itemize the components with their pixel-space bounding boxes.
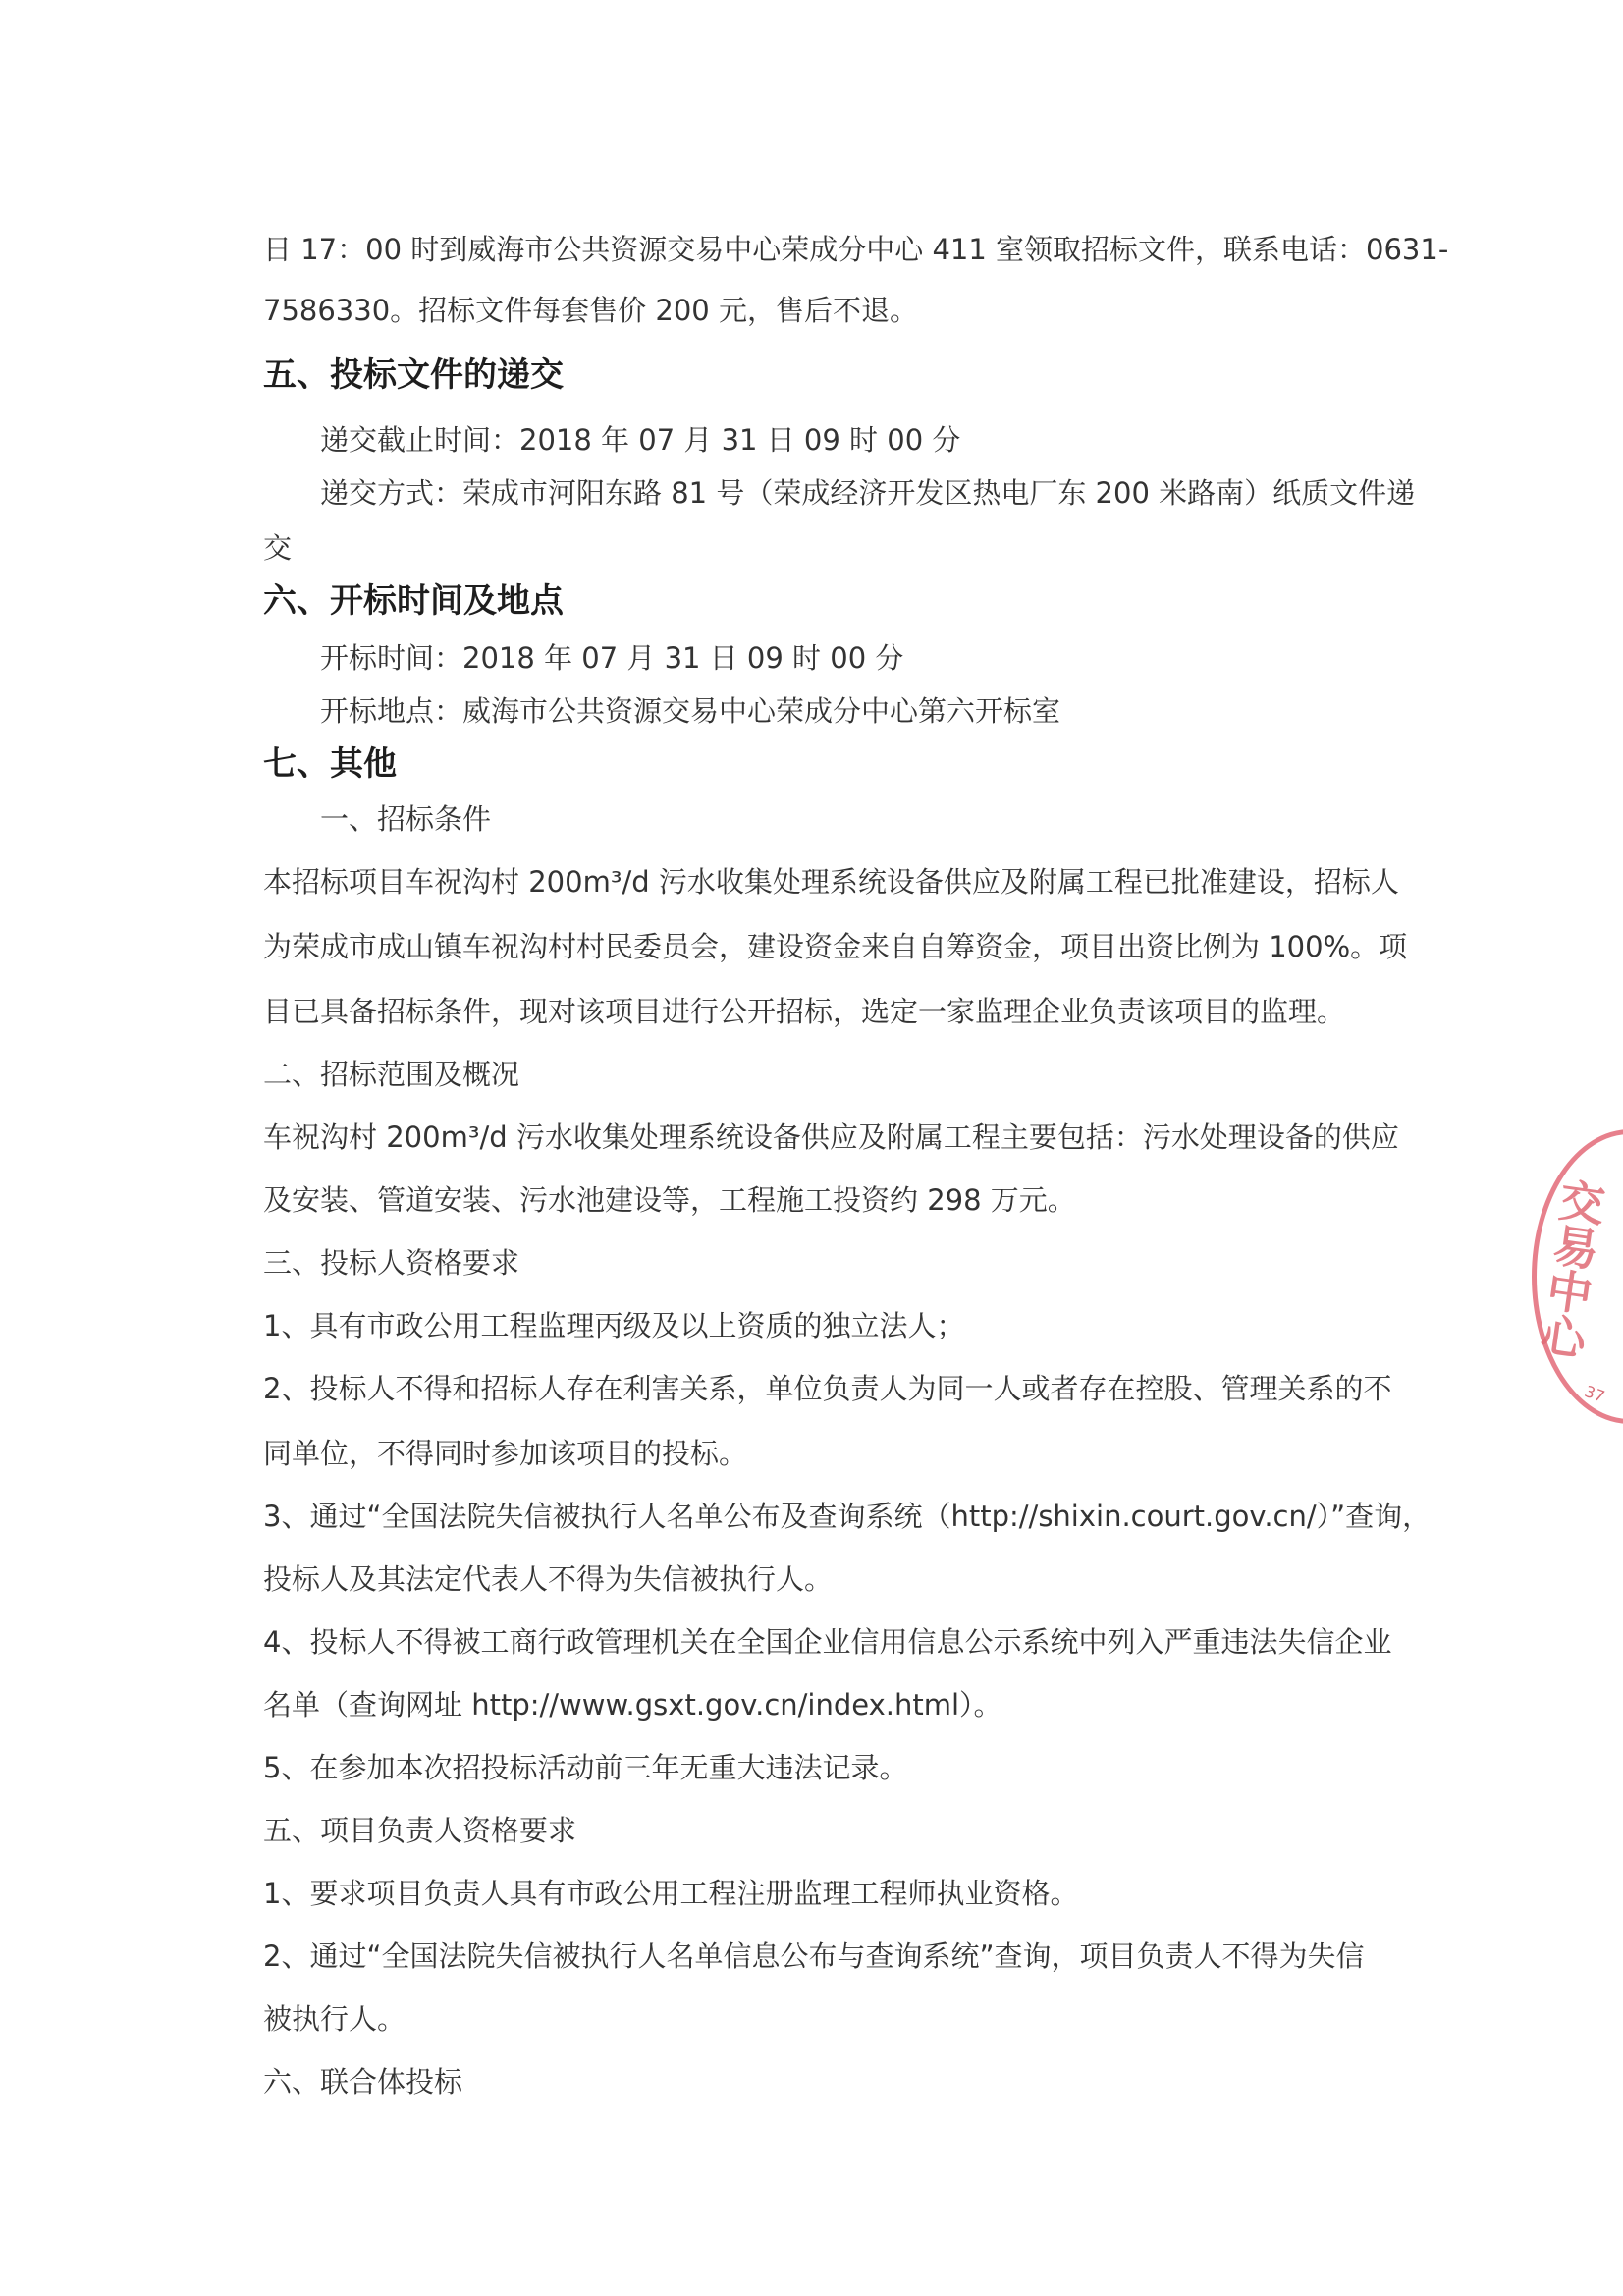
text-line: 日 17：00 时到威海市公共资源交易中心荣成分中心 411 室领取招标文件，联系电话：0631- [263,233,1449,266]
text-line: 同单位，不得同时参加该项目的投标。 [263,1437,748,1470]
text-line: 为荣成市成山镇车祝沟村村民委员会，建设资金来自自筹资金，项目出资比例为 100%。项 [263,930,1408,963]
subsection-heading: 一、招标条件 [320,802,492,836]
text-line: 被执行人。 [263,2002,406,2036]
text-line: 车祝沟村 200m³/d 污水收集处理系统设备供应及附属工程主要包括：污水处理设备的供应 [263,1121,1399,1154]
text-line: 及安装、管道安装、污水池建设等，工程施工投资约 298 万元。 [263,1183,1076,1217]
text-line: 投标人及其法定代表人不得为失信被执行人。 [263,1562,834,1596]
text-line: 3、通过“全国法院失信被执行人名单公布及查询系统（http://shixin.court.gov.cn/）”查询， [263,1500,1432,1533]
section-heading: 五、投标文件的递交 [263,355,564,395]
text-line: 递交方式：荣成市河阳东路 81 号（荣成经济开发区热电厂东 200 米路南）纸质文件递 [320,476,1416,510]
text-line: 2、投标人不得和招标人存在利害关系，单位负责人为同一人或者存在控股、管理关系的不 [263,1372,1392,1405]
text-line: 开标时间：2018 年 07 月 31 日 09 时 00 分 [320,641,904,675]
text-line: 本招标项目车祝沟村 200m³/d 污水收集处理系统设备供应及附属工程已批准建设，招标人 [263,865,1399,899]
section-heading: 六、开标时间及地点 [263,581,564,621]
seal-text: 交易中心 [1531,1175,1609,1362]
section-heading: 七、其他 [263,744,397,784]
subsection-heading: 五、项目负责人资格要求 [263,1814,577,1847]
text-line: 递交截止时间：2018 年 07 月 31 日 09 时 00 分 [320,423,961,457]
seal-number: 37 [1582,1382,1607,1406]
text-line: 7586330。招标文件每套售价 200 元，售后不退。 [263,294,918,327]
text-line: 1、要求项目负责人具有市政公用工程注册监理工程师执业资格。 [263,1877,1079,1910]
text-line: 开标地点：威海市公共资源交易中心荣成分中心第六开标室 [320,694,1061,728]
text-line: 5、在参加本次招投标活动前三年无重大违法记录。 [263,1751,908,1784]
text-line: 2、通过“全国法院失信被执行人名单信息公布与查询系统”查询，项目负责人不得为失信 [263,1940,1365,1973]
subsection-heading: 二、招标范围及概况 [263,1058,520,1091]
text-line: 目已具备招标条件，现对该项目进行公开招标，选定一家监理企业负责该项目的监理。 [263,995,1346,1028]
text-line: 1、具有市政公用工程监理丙级及以上资质的独立法人； [263,1309,965,1342]
subsection-heading: 三、投标人资格要求 [263,1246,520,1280]
text-line: 交 [263,531,293,565]
text-line: 名单（查询网址 http://www.gsxt.gov.cn/index.html）。 [263,1688,1002,1722]
subsection-heading: 六、联合体投标 [263,2065,463,2099]
text-line: 4、投标人不得被工商行政管理机关在全国企业信用信息公示系统中列入严重违法失信企业 [263,1625,1392,1659]
